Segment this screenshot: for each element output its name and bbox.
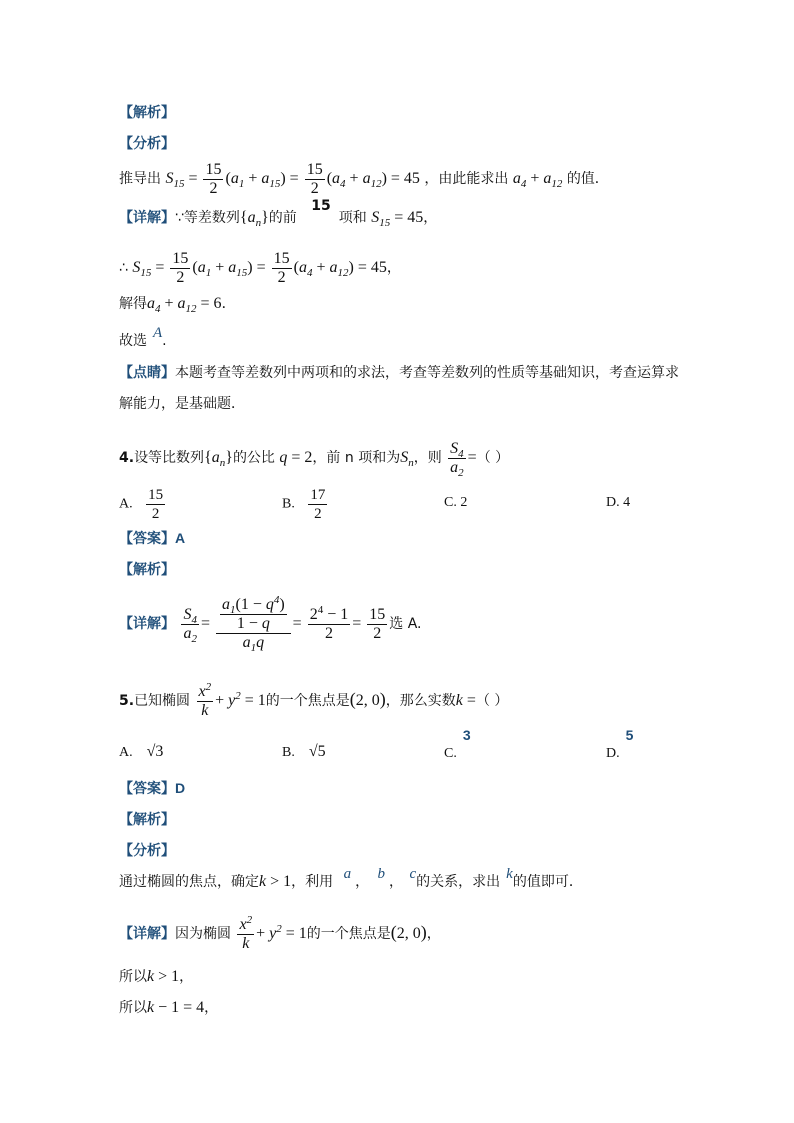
q4-analysis-tag: 【解析】: [119, 562, 175, 578]
term-count: 15: [311, 198, 331, 214]
q5-conclusion-1: 所以k > 1，: [119, 968, 194, 985]
choose-line: 故选 A.: [119, 325, 167, 349]
formula-s15: $S_{15}$ = $\frac{15}{2}$ $(a_1 + a_{15})$ = $\frac{15}{2}$ $(a_4 + a_{12}) = 45$: [165, 161, 420, 197]
q4-option-b: B. $\frac{17}{2}$: [282, 487, 326, 522]
section-tag-analysis: 【解析】: [119, 105, 175, 121]
q4-option-c: C. 2: [444, 495, 468, 510]
question-4: 4.设等比数列$\{a_n\}$的公比 q = 2，前 n 项和为$S_n$，则 $\frac{S_4}{a_2}$ =（ ）: [119, 440, 510, 479]
comment-line-1: 【点睛】本题考查等差数列中两项和的求法，考查等差数列的性质等基础知识，考查运算求: [119, 365, 679, 381]
q4-option-d: D. 4: [606, 495, 631, 510]
q5-reasoning: 通过椭圆的焦点，确定k > 1，利用 a ， b ， c的关系，求出 k的值即可．: [119, 866, 583, 890]
q4-detail: 【详解】 $\frac{S_4}{a_2}$ = $\frac{\frac{a_1(1 - q^4)}{1 - q}}{a_1q}$ = $\frac{2^4 - 1}{2}$ = $\frac{15}{2}$ 选 A.: [119, 594, 422, 654]
q5-option-d: D.5: [606, 727, 634, 761]
detail-line-2: ∴ $S_{15}$ = $\frac{15}{2}$ $(a_1 + a_{15})$ = $\frac{15}{2}$ $(a_4 + a_{12}) = 45$，: [119, 250, 401, 286]
q5-analysis-tag: 【解析】: [119, 812, 175, 828]
q5-option-a: A. √3: [119, 743, 164, 760]
question-5: 5.已知椭圆 $\frac{x^2}{k}$ + $y^2 = 1$的一个焦点是(2, 0)，那么实数k =（ ）: [119, 681, 509, 719]
q5-option-b: B. √5: [282, 743, 326, 760]
q4-option-a: A. $\frac{15}{2}$: [119, 487, 164, 522]
reasoning-line: 推导出 $S_{15}$ = $\frac{15}{2}$ $(a_1 + a_{15})$ = $\frac{15}{2}$ $(a_4 + a_{12}) = 45$ ，由此能求出 $a_4 + a_{12}$ 的值．: [119, 161, 609, 197]
q5-option-c: C.3: [444, 727, 471, 761]
q5-conclusion-2: 所以k − 1 = 4，: [119, 999, 219, 1016]
q5-detail: 【详解】因为椭圆 $\frac{x^2}{k}$ + $y^2 = 1$的一个焦点是(2, 0)，: [119, 914, 441, 952]
choice-letter: A: [153, 325, 163, 341]
q4-answer: 【答案】A: [119, 530, 186, 547]
detail-line-1: 【详解】∵等差数列$\{a_n\}$的前 15项和 $S_{15} = 45$，: [119, 198, 438, 229]
solve-line: 解得$a_4 + a_{12} = 6$．: [119, 295, 236, 315]
section-tag-reasoning: 【分析】: [119, 136, 175, 152]
comment-line-2: 解能力，是基础题．: [119, 396, 245, 412]
q5-answer: 【答案】D: [119, 780, 186, 797]
q5-reasoning-tag: 【分析】: [119, 843, 175, 859]
